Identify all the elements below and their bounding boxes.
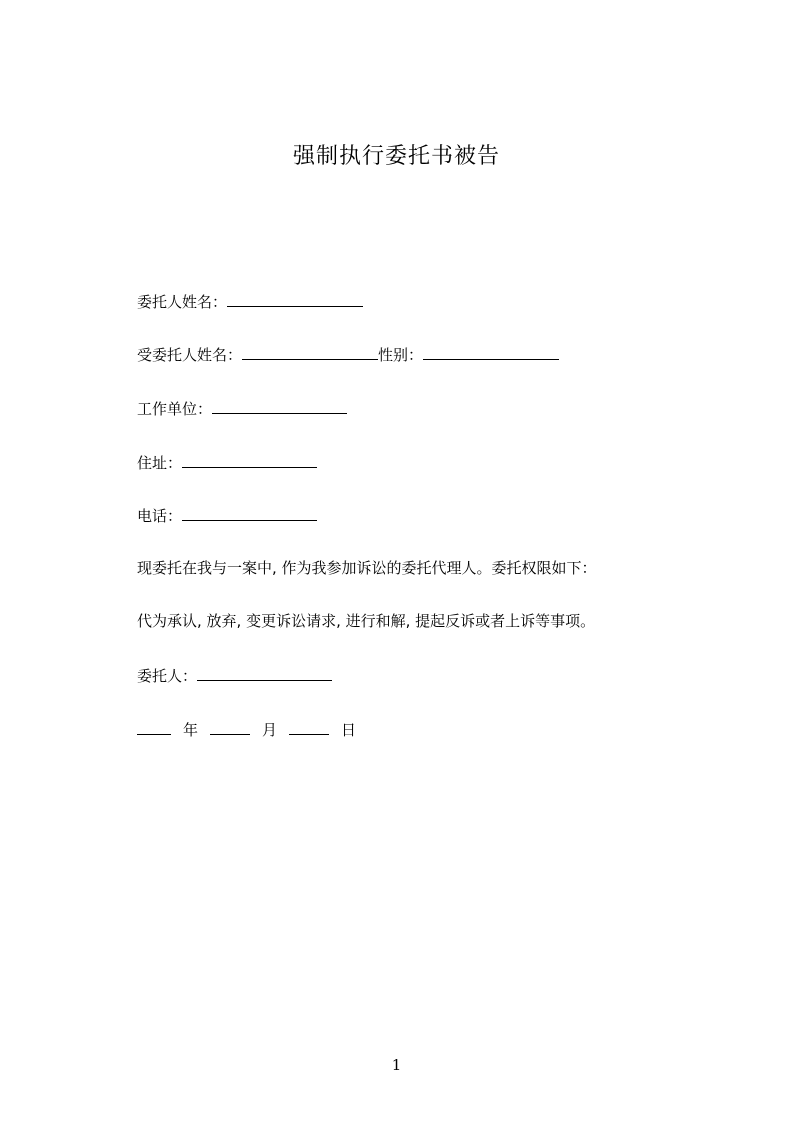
agent-name-line [137,343,559,366]
agent-name-label: 受委托人姓名： [137,346,243,364]
principal-name-blank[interactable] [227,290,363,307]
gender-label: 性别： [378,346,424,364]
body-paragraph-1: 现委托在我与一案中, 作为我参加诉讼的委托代理人。委托权限如下： [137,559,597,577]
page-number: 1 [391,1056,402,1074]
document-title: 强制执行委托书被告 [292,144,500,169]
year-blank[interactable] [137,718,171,735]
month-blank[interactable] [210,718,250,735]
principal-name-line [137,290,363,313]
work-unit-line [137,397,347,420]
work-unit-label: 工作单位： [137,400,213,418]
work-unit-blank[interactable] [212,397,347,414]
principal-signature-blank[interactable] [197,664,332,681]
principal-name-label: 委托人姓名： [137,293,228,311]
phone-line [137,504,317,527]
principal-signature-label: 委托人： [137,667,198,685]
phone-label: 电话： [137,507,183,525]
day-label: 日 [341,721,357,739]
month-label: 月 [262,721,278,739]
address-blank[interactable] [182,451,317,468]
agent-name-blank[interactable] [242,343,378,360]
year-label: 年 [183,721,199,739]
address-line [137,451,317,474]
date-line [137,718,356,741]
principal-signature-line [137,664,332,687]
address-label: 住址： [137,454,183,472]
phone-blank[interactable] [182,504,317,521]
body-paragraph-2: 代为承认, 放弃, 变更诉讼请求, 进行和解, 提起反诉或者上诉等事项。 [137,612,596,630]
day-blank[interactable] [289,718,329,735]
gender-blank[interactable] [423,343,559,360]
